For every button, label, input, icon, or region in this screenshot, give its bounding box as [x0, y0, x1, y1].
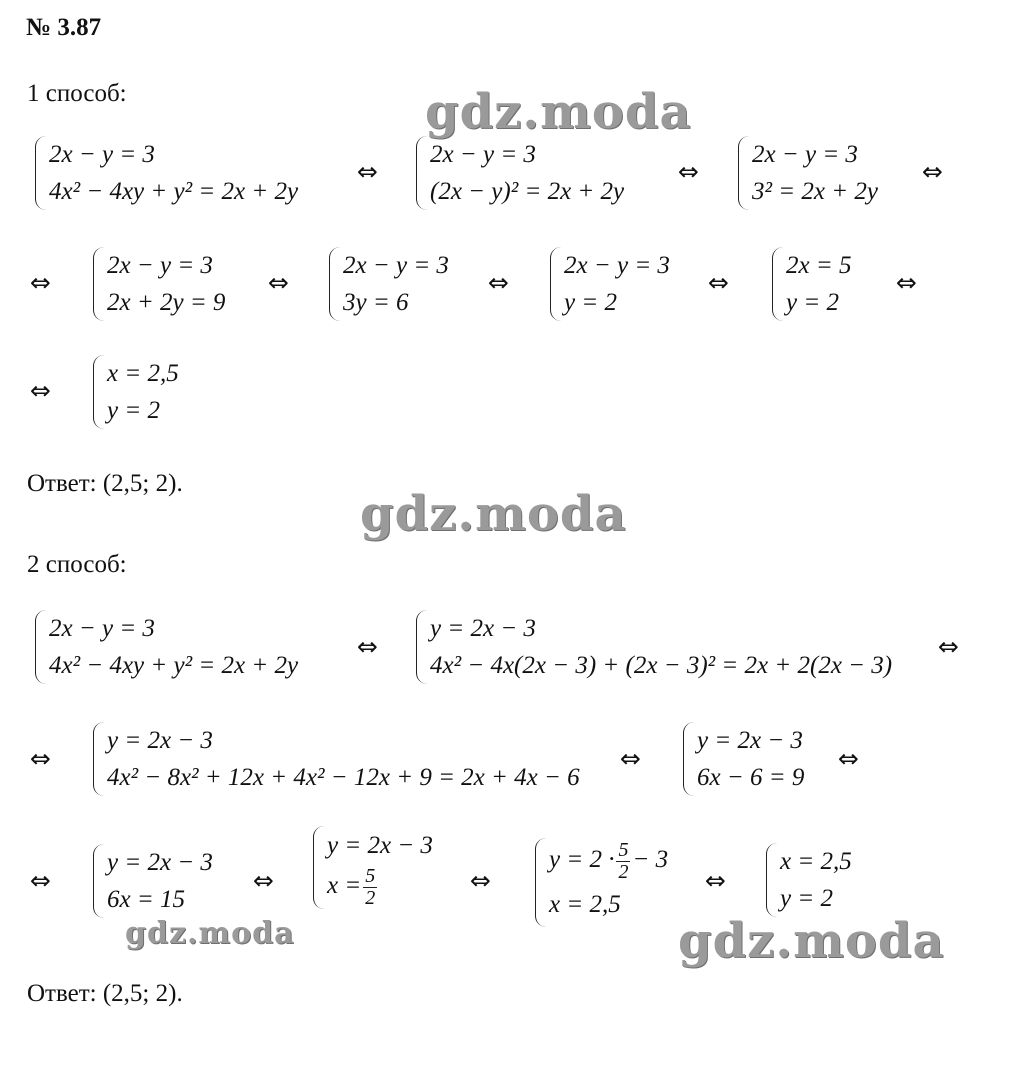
equation-line: 2x − y = 3: [49, 141, 155, 168]
method2-heading: 2 способ:: [27, 551, 127, 578]
watermark: gdz.moda: [425, 84, 692, 140]
equation-line: x = 2,5: [107, 360, 179, 387]
equation-prefix: x =: [327, 872, 362, 900]
problem-number: № 3.87: [26, 14, 102, 41]
equation-line: (2x − y)² = 2x + 2y: [430, 178, 625, 205]
equivalence-icon: ⇔: [30, 744, 51, 773]
method2-system-step4: [93, 844, 213, 918]
equivalence-icon: ⇔: [253, 866, 274, 895]
method1-system-step4: [329, 247, 449, 321]
equivalence-icon: ⇔: [922, 157, 943, 186]
equation-line: 4x² − 4xy + y² = 2x + 2y: [49, 178, 299, 205]
equation-line: 3² = 2x + 2y: [752, 178, 878, 205]
equivalence-icon: ⇔: [30, 376, 51, 405]
equation-line: 6x = 15: [107, 886, 185, 913]
equivalence-icon: ⇔: [470, 866, 491, 895]
equation-line: 3y = 6: [343, 289, 409, 316]
watermark: gdz.moda: [678, 913, 945, 969]
equation-line: 2x + 2y = 9: [107, 289, 226, 316]
equivalence-icon: ⇔: [488, 268, 509, 297]
equation-line: y = 2x − 3: [430, 615, 536, 642]
equation-prefix: y = 2 ·: [549, 846, 615, 873]
fraction: [616, 840, 630, 883]
fraction-denominator: 2: [365, 887, 376, 909]
method1-answer: Ответ: (2,5; 2).: [27, 470, 183, 497]
equation-line: 2x − y = 3: [430, 141, 536, 168]
equivalence-icon: ⇔: [838, 744, 859, 773]
fraction-denominator: 2: [618, 860, 629, 883]
equation-line: y = 2: [780, 885, 833, 912]
equivalence-icon: ⇔: [708, 268, 729, 297]
watermark: gdz.moda: [125, 916, 295, 951]
method1-system-step5: [550, 247, 670, 321]
equation-line: y = 2x − 3: [107, 727, 213, 754]
equivalence-icon: ⇔: [896, 268, 917, 297]
method1-system-step3: [93, 247, 225, 321]
equation-line: 2x = 5: [786, 252, 852, 279]
method1-system-step2: [738, 136, 878, 210]
method2-system-step1: [416, 610, 892, 684]
fraction: [363, 866, 377, 909]
equation-line: [549, 838, 668, 883]
equation-line: y = 2x − 3: [327, 832, 433, 859]
equation-line: y = 2x − 3: [697, 727, 803, 754]
equation-line: 6x − 6 = 9: [697, 764, 805, 791]
equation-line: 4x² − 4x(2x − 3) + (2x − 3)² = 2x + 2(2x − 3): [430, 652, 893, 679]
equation-line: y = 2: [107, 397, 160, 424]
equation-line: 4x² − 8x² + 12x + 4x² − 12x + 9 = 2x + 4x − 6: [107, 764, 580, 791]
fraction-numerator: 5: [365, 865, 376, 887]
equivalence-icon: ⇔: [620, 744, 641, 773]
equivalence-icon: ⇔: [268, 268, 289, 297]
equation-line: 2x − y = 3: [564, 252, 670, 279]
method2-answer: Ответ: (2,5; 2).: [27, 980, 183, 1007]
watermark: gdz.moda: [360, 486, 627, 542]
equation-line: y = 2x − 3: [107, 849, 213, 876]
method2-system-result: [766, 843, 852, 917]
equation-line: 2x − y = 3: [49, 615, 155, 642]
equation-line: [327, 866, 433, 909]
equivalence-icon: ⇔: [705, 866, 726, 895]
equation-line: y = 2: [786, 289, 839, 316]
equivalence-icon: ⇔: [678, 157, 699, 186]
equation-line: 2x − y = 3: [343, 252, 449, 279]
equation-line: x = 2,5: [780, 848, 852, 875]
method2-system-step2: [93, 722, 580, 796]
method2-system-step6: [535, 838, 668, 927]
equivalence-icon: ⇔: [357, 157, 378, 186]
equivalence-icon: ⇔: [938, 632, 959, 661]
method1-system-result: [93, 355, 179, 429]
method2-system-step5: [313, 826, 433, 909]
method1-system-step6: [772, 247, 851, 321]
equation-line: 2x − y = 3: [752, 141, 858, 168]
method2-system-original: [35, 610, 298, 684]
equation-line: 2x − y = 3: [107, 252, 213, 279]
equivalence-icon: ⇔: [30, 866, 51, 895]
equation-line: y = 2: [564, 289, 617, 316]
method2-system-step3: [683, 722, 804, 796]
equivalence-icon: ⇔: [30, 268, 51, 297]
method1-system-original: [35, 136, 298, 210]
equation-line: 4x² − 4xy + y² = 2x + 2y: [49, 652, 299, 679]
equation-suffix: − 3: [632, 846, 669, 873]
method1-heading: 1 способ:: [27, 80, 127, 107]
equation-line: x = 2,5: [549, 890, 621, 918]
fraction-numerator: 5: [618, 838, 629, 861]
method1-system-step1: [416, 136, 624, 210]
equivalence-icon: ⇔: [357, 632, 378, 661]
